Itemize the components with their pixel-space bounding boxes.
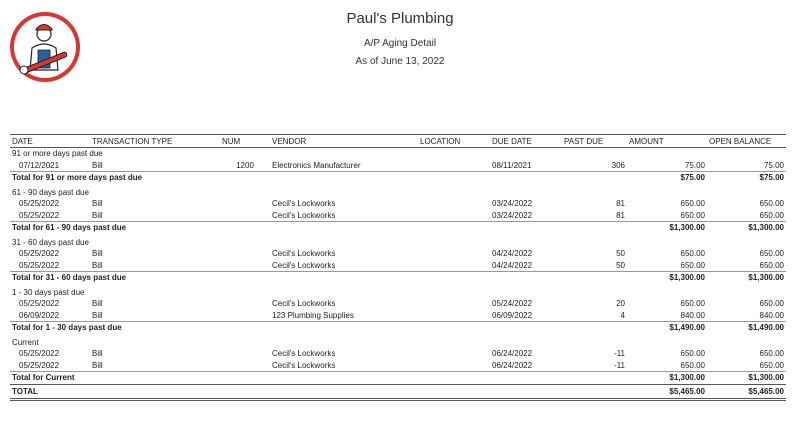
- table-row[interactable]: [10, 248, 786, 260]
- cell-due-date: 03/24/2022: [492, 210, 533, 220]
- col-amount[interactable]: AMOUNT: [627, 135, 707, 148]
- cell-date: 06/09/2022: [19, 310, 60, 320]
- cell-num: [220, 198, 270, 210]
- cell-transaction-type: Bill: [92, 249, 103, 259]
- cell-transaction-type: Bill: [92, 160, 103, 170]
- cell-open-balance: 650.00: [759, 360, 784, 370]
- column-header-row: [10, 135, 786, 148]
- cell-transaction-type: Bill: [92, 360, 103, 370]
- cell-open-balance: 650.00: [759, 210, 784, 220]
- group-total-open-balance: $1,300.00: [707, 222, 786, 234]
- report-date: As of June 13, 2022: [355, 56, 445, 67]
- cell-transaction-type: Bill: [92, 199, 103, 209]
- group-total-amount: $1,300.00: [627, 272, 707, 284]
- col-vendor[interactable]: VENDOR: [270, 135, 418, 148]
- group-header-row: [10, 237, 786, 249]
- cell-past-due: 20: [616, 299, 625, 309]
- cell-open-balance: 75.00: [763, 160, 784, 170]
- cell-location: [418, 310, 490, 322]
- cell-amount: 650.00: [680, 199, 705, 209]
- cell-date: 05/25/2022: [19, 199, 60, 209]
- cell-num: [220, 210, 270, 222]
- group-total-open-balance: $1,300.00: [707, 372, 786, 385]
- cell-num: [220, 248, 270, 260]
- group-total-open-balance: $1,490.00: [707, 322, 786, 334]
- group-total-label[interactable]: Total for 31 - 60 days past due: [10, 272, 627, 284]
- cell-due-date: 08/11/2021: [492, 160, 532, 170]
- cell-location: [418, 298, 490, 310]
- cell-amount: 840.00: [680, 310, 705, 320]
- cell-transaction-type: Bill: [92, 260, 103, 270]
- cell-amount: 75.00: [684, 160, 705, 170]
- cell-date: 05/25/2022: [19, 249, 60, 259]
- report-title: A/P Aging Detail: [363, 38, 437, 49]
- cell-vendor: Cecil's Lockworks: [272, 349, 336, 359]
- cell-open-balance: 650.00: [759, 349, 784, 359]
- grand-total-row: [10, 384, 786, 399]
- group-label[interactable]: 1 - 30 days past due: [12, 287, 85, 297]
- grand-total-amount: $5,465.00: [627, 384, 707, 399]
- cell-date: 05/25/2022: [19, 260, 60, 270]
- group-header-row: [10, 187, 786, 199]
- grand-total-open-balance: $5,465.00: [707, 384, 786, 399]
- aging-table: [10, 134, 786, 401]
- group-total-label[interactable]: Total for 61 - 90 days past due: [10, 222, 627, 234]
- cell-past-due: 4: [620, 310, 625, 320]
- group-total-row: [10, 272, 786, 284]
- table-row[interactable]: [10, 360, 786, 372]
- cell-num: 1200: [236, 160, 254, 170]
- cell-open-balance: 650.00: [759, 260, 784, 270]
- cell-open-balance: 650.00: [759, 299, 784, 309]
- group-total-amount: $75.00: [627, 172, 707, 184]
- cell-past-due: -11: [614, 349, 625, 359]
- cell-vendor: Cecil's Lockworks: [272, 299, 336, 309]
- cell-vendor: Cecil's Lockworks: [272, 249, 336, 259]
- cell-past-due: 306: [611, 160, 625, 170]
- cell-location: [418, 348, 490, 360]
- group-total-row: [10, 222, 786, 234]
- cell-open-balance: 650.00: [759, 199, 784, 209]
- cell-num: [220, 310, 270, 322]
- col-location[interactable]: LOCATION: [418, 135, 490, 148]
- cell-num: [220, 348, 270, 360]
- table-row[interactable]: [10, 198, 786, 210]
- cell-transaction-type: Bill: [92, 210, 103, 220]
- cell-vendor: Electronics Manufacturer: [272, 160, 361, 170]
- col-due-date[interactable]: DUE DATE: [490, 135, 562, 148]
- cell-amount: 650.00: [680, 249, 705, 259]
- cell-location: [418, 210, 490, 222]
- cell-date: 05/25/2022: [19, 360, 60, 370]
- group-total-label[interactable]: Total for 1 - 30 days past due: [10, 322, 627, 334]
- col-num[interactable]: NUM: [220, 135, 270, 148]
- cell-due-date: 06/09/2022: [492, 310, 533, 320]
- cell-past-due: 50: [616, 260, 625, 270]
- table-row[interactable]: [10, 298, 786, 310]
- group-label[interactable]: 61 - 90 days past due: [12, 187, 89, 197]
- grand-total-label: TOTAL: [10, 384, 90, 399]
- col-open-balance[interactable]: OPEN BALANCE: [707, 135, 786, 148]
- cell-num: [220, 298, 270, 310]
- group-total-open-balance: $1,300.00: [707, 272, 786, 284]
- col-transaction-type[interactable]: TRANSACTION TYPE: [90, 135, 220, 148]
- cell-location: [418, 248, 490, 260]
- group-total-row: [10, 372, 786, 385]
- table-row[interactable]: [10, 160, 786, 172]
- group-total-amount: $1,490.00: [627, 322, 707, 334]
- group-header-row: [10, 337, 786, 349]
- table-row[interactable]: [10, 348, 786, 360]
- group-label[interactable]: Current: [12, 337, 39, 347]
- cell-vendor: Cecil's Lockworks: [272, 199, 336, 209]
- cell-transaction-type: Bill: [92, 310, 103, 320]
- cell-location: [418, 260, 490, 272]
- cell-date: 05/25/2022: [19, 349, 60, 359]
- group-total-amount: $1,300.00: [627, 222, 707, 234]
- cell-due-date: 04/24/2022: [492, 260, 533, 270]
- cell-open-balance: 840.00: [759, 310, 784, 320]
- group-header-row: [10, 148, 786, 160]
- cell-amount: 650.00: [680, 349, 705, 359]
- cell-past-due: 81: [616, 210, 625, 220]
- cell-location: [418, 360, 490, 372]
- aging-body: [10, 148, 786, 385]
- group-header-row: [10, 287, 786, 299]
- company-name: Paul's Plumbing: [346, 10, 454, 27]
- cell-date: 05/25/2022: [19, 299, 60, 309]
- cell-location: [418, 160, 490, 172]
- cell-vendor: Cecil's Lockworks: [272, 360, 336, 370]
- cell-amount: 650.00: [680, 299, 705, 309]
- cell-past-due: -11: [614, 360, 625, 370]
- cell-due-date: 03/24/2022: [492, 199, 533, 209]
- cell-vendor: 123 Plumbing Supplies: [272, 310, 354, 320]
- cell-location: [418, 198, 490, 210]
- cell-transaction-type: Bill: [92, 299, 103, 309]
- cell-past-due: 81: [616, 199, 625, 209]
- cell-amount: 650.00: [680, 210, 705, 220]
- group-label[interactable]: 91 or more days past due: [12, 149, 103, 159]
- group-label[interactable]: 31 - 60 days past due: [12, 237, 89, 247]
- group-total-open-balance: $75.00: [707, 172, 786, 184]
- cell-transaction-type: Bill: [92, 349, 103, 359]
- cell-due-date: 04/24/2022: [492, 249, 533, 259]
- cell-num: [220, 260, 270, 272]
- col-date[interactable]: DATE: [10, 135, 90, 148]
- cell-vendor: Cecil's Lockworks: [272, 260, 336, 270]
- table-row[interactable]: [10, 260, 786, 272]
- group-total-label[interactable]: Total for 91 or more days past due: [10, 172, 627, 184]
- cell-vendor: Cecil's Lockworks: [272, 210, 336, 220]
- cell-date: 05/25/2022: [19, 210, 60, 220]
- group-total-label[interactable]: Total for Current: [10, 372, 627, 385]
- table-row[interactable]: [10, 210, 786, 222]
- group-total-row: [10, 172, 786, 184]
- table-row[interactable]: [10, 310, 786, 322]
- cell-amount: 650.00: [680, 360, 705, 370]
- cell-past-due: 50: [616, 249, 625, 259]
- cell-num: [220, 360, 270, 372]
- cell-amount: 650.00: [680, 260, 705, 270]
- cell-due-date: 06/24/2022: [492, 360, 533, 370]
- cell-due-date: 05/24/2022: [492, 299, 533, 309]
- cell-due-date: 06/24/2022: [492, 349, 533, 359]
- group-total-amount: $1,300.00: [627, 372, 707, 385]
- col-past-due[interactable]: PAST DUE: [562, 135, 627, 148]
- group-total-row: [10, 322, 786, 334]
- cell-open-balance: 650.00: [759, 249, 784, 259]
- cell-date: 07/12/2021: [19, 160, 60, 170]
